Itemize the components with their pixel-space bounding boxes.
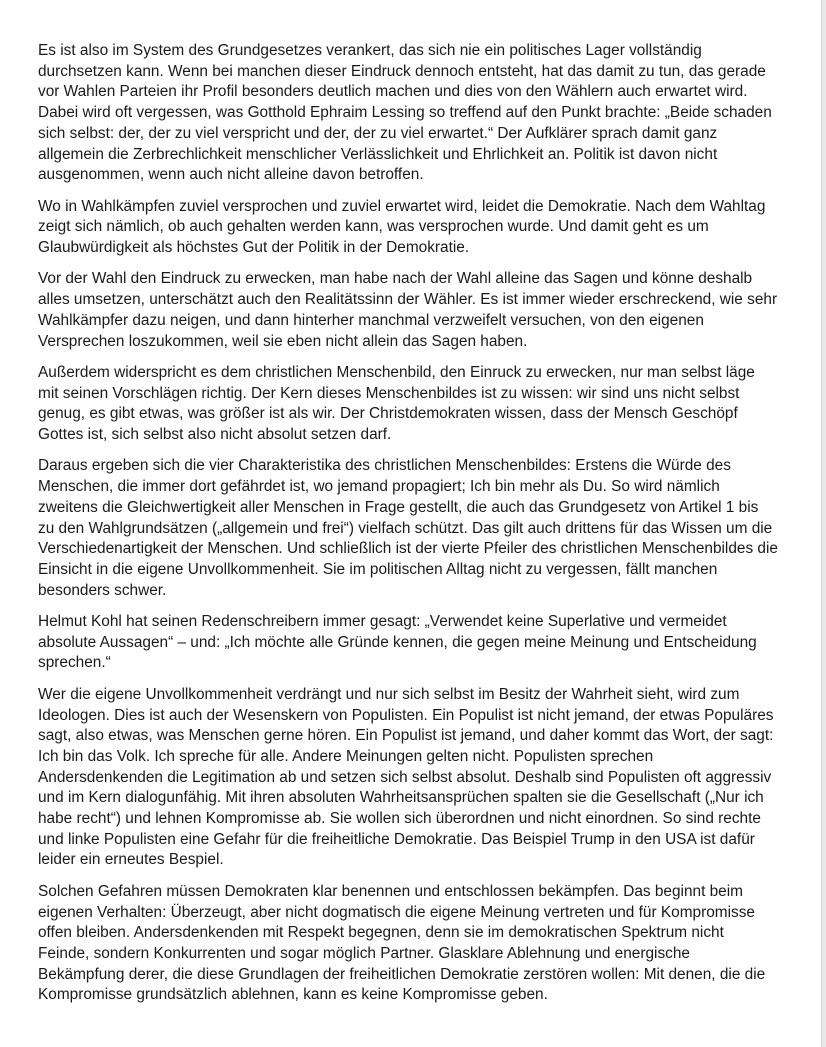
paragraph-realitaetssinn: Vor der Wahl den Eindruck zu erwecken, man habe nach der Wahl alleine das Sagen und könne deshalb alles umsetzen, unterschätzt auch den Realitätssinn der Wähler. Es ist immer wieder erschreckend, wie sehr Wahlkämpfer dazu neigen, und dann hinterher manchmal verzweifelt versuchen, von den eigenen Versprechen loszukommen, weil sie eben nicht allein das Sagen haben. <box>38 270 778 350</box>
paragraph-menschenbild: Außerdem widerspricht es dem christlichen Menschenbild, den Einruck zu erwecken, nur man selbst läge mit seinen Vorschlägen richtig. Der Kern dieses Menschenbildes ist zu wissen: wir sind uns nicht selbst genug, es gibt etwas, was größer ist als wir. Der Christdemokraten wissen, dass der Mensch Geschöpf Gottes ist, sich selbst also nicht absolut setzen darf. <box>38 363 755 444</box>
paragraph-kohl-zitat: Helmut Kohl hat seinen Redenschreibern immer gesagt: „Verwendet keine Superlative und vermeidet absolute Aussagen“ – und: „Ich möchte alle Gründe kennen, die gegen meine Meinung und Entscheidung sprechen.“ <box>38 613 757 672</box>
paragraph-wahlkaempfe: Wo in Wahlkämpfen zuviel versprochen und zuviel erwartet wird, leidet die Demokratie. Nach dem Wahltag zeigt sich nämlich, ob auch gehalten werden kann, was versprochen wurde. Und damit geht es um Glaubwürdigkeit als höchstes Gut der Politik in der Demokratie. <box>38 197 766 257</box>
paragraph-charakteristika: Daraus ergeben sich die vier Charakteristika des christlichen Menschenbildes: Erstens die Würde des Menschen, die immer dort gefährdet ist, wo jemand propagiert; Ich bin mehr als Du. So wird nämlich zweitens die Gleichwertigkeit aller Menschen in Frage gestellt, die auch das Grundgesetz von Artikel 1 bis zu den Wahlgrundsätzen („allgemein und frei“) vielfach schützt. Das gilt auch drittens für das Wissen um die Verschiedenartigkeit der Menschen. Und schließlich ist der vierte Pfeiler des christlichen Menschenbildes die Einsicht in die eigene Unvollkommenheit. Sie im politischen Alltag nicht zu vergessen, fällt manchen besonders schwer. <box>38 457 778 599</box>
paragraph-gefahren: Solchen Gefahren müssen Demokraten klar benennen und entschlossen bekämpfen. Das beginnt beim eigenen Verhalten: Überzeugt, aber nicht dogmatisch die eigene Meinung vertreten und für Kompromisse offen bleiben. Andersdenkenden mit Respekt begegnen, denn sie im demokratischen Spektrum nicht Feinde, sondern Konkurrenten und sogar möglich Partner. Glasklare Ablehnung und energische Bekämpfung derer, die diese Grundlagen der freiheitlichen Demokratie zerstören wollen: Mit denen, die die Kompromisse grundsätzlich ablehnen, kann es keine Kompromisse geben. <box>38 882 766 1004</box>
paragraph-populisten: Wer die eigene Unvollkommenheit verdrängt und nur sich selbst im Besitz der Wahrheit sieht, wird zum Ideologen. Dies ist auch der Wesenskern von Populisten. Ein Populist ist nicht jemand, der etwas Populäres sagt, also etwas, was Menschen gerne hören. Ein Populist ist jemand, und daher kommt das Wort, der sagt: Ich bin das Volk. Ich spreche für alle. Andere Meinungen gelten nicht. Populisten sprechen Andersdenkenden die Legitimation ab und setzen sich selbst absolut. Deshalb sind Populisten oft aggressiv und im Kern dialogunfähig. Mit ihren absoluten Wahrheitsansprüchen spalten sie die Gesellschaft („Nur ich habe recht“) und lehnen Kompromisse ab. Sie wollen sich überordnen und nicht einordnen. So sind rechte und linke Populisten eine Gefahr für die freiheitliche Demokratie. Das Beispiel Trump in den USA ist dafür leider ein erneutes Bespiel. <box>38 685 774 869</box>
document-page <box>38 41 778 1017</box>
page-edge-divider <box>821 0 826 1047</box>
paragraph-grundgesetz: Es ist also im System des Grundgesetzes verankert, das sich nie ein politisches Lager vollständig durchsetzen kann. Wenn bei manchen dieser Eindruck dennoch entsteht, hat das damit zu tun, das gerade vor Wahlen Parteien ihr Profil besonders deutlich machen und dies von den Wählern auch erwartet wird. Dabei wird oft vergessen, was Gotthold Ephraim Lessing so treffend auf den Punkt brachte: „Beide schaden sich selbst: der, der zu viel verspricht und der, der zu viel erwartet.“ Der Aufklärer sprach damit ganz allgemein die Zerbrechlichkeit menschlicher Verlässlichkeit und Ehrlichkeit an. Politik ist davon nicht ausgenommen, wenn auch nicht alleine davon betroffen. <box>38 42 772 184</box>
